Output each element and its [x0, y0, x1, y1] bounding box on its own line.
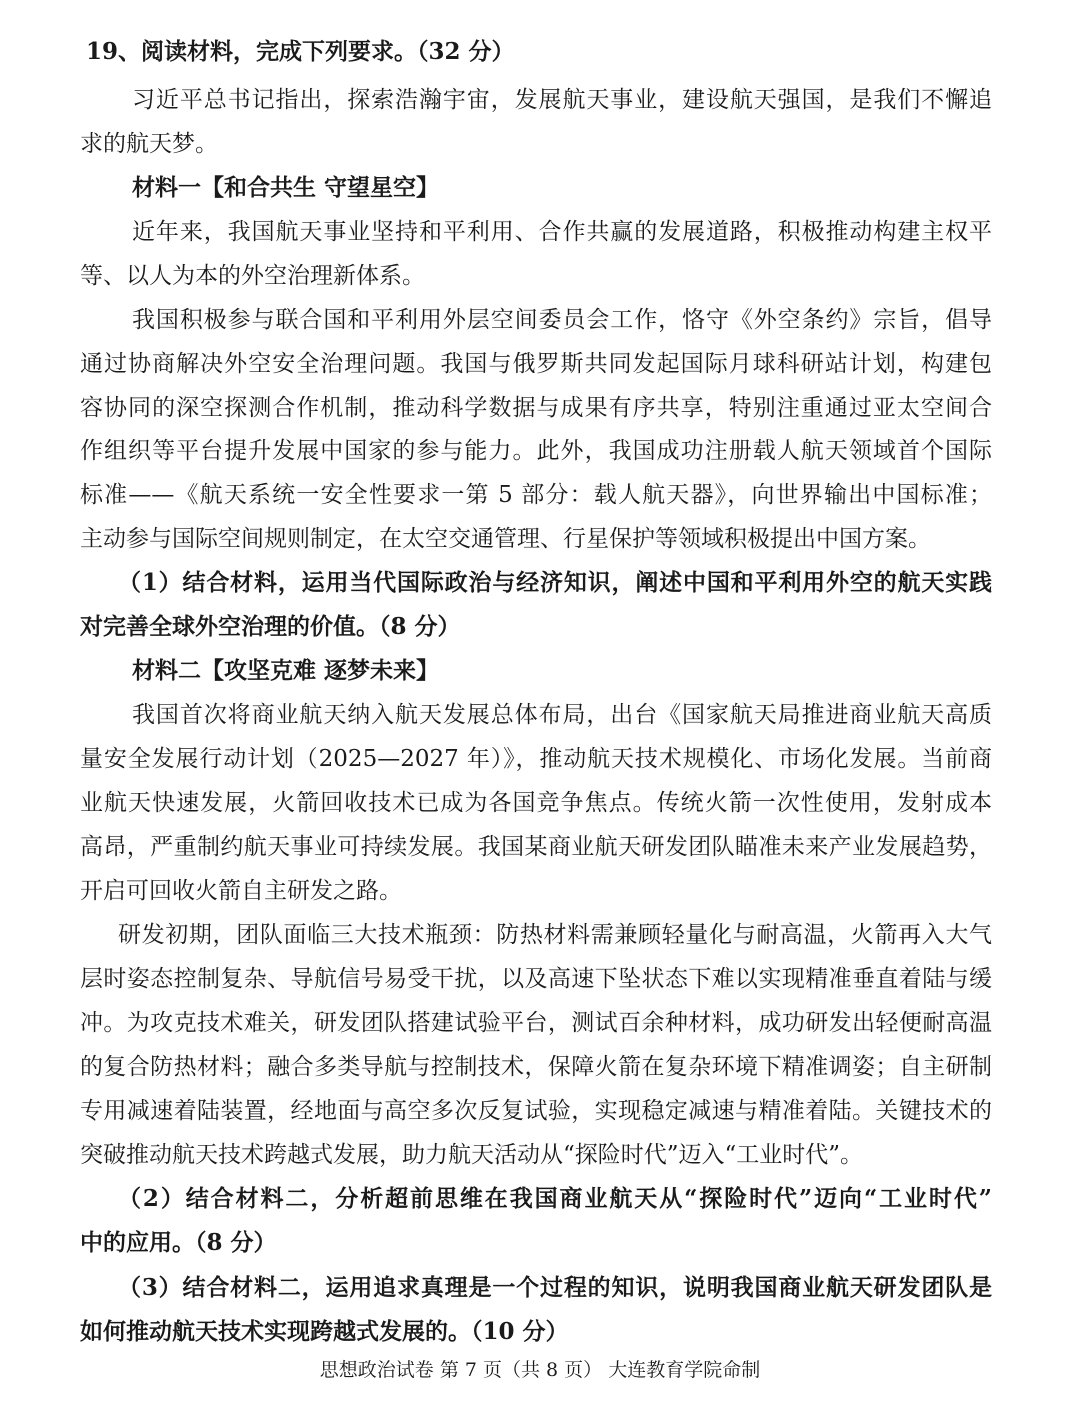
page-footer: 思想政治试卷 第 7 页（共 8 页） 大连教育学院命制 [319, 1359, 761, 1381]
material1-p2-line-5: 标准——《航天系统一安全性要求一第 5 部分：载人航天器》，向世界输出中国标准； [80, 482, 992, 508]
material1-p2-line-3: 容协同的深空探测合作机制，推动科学数据与成果有序共享，特别注重通过亚太空间合 [80, 395, 992, 421]
question-title: 19、阅读材料，完成下列要求。（32 分） [86, 38, 515, 65]
material2-p2-line-4: 的复合防热材料；融合多类导航与控制技术，保障火箭在复杂环境下精准调姿；自主研制 [80, 1054, 992, 1080]
material2-p1-line-2: 量安全发展行动计划（2025—2027 年）》，推动航天技术规模化、市场化发展。当前商 [80, 746, 992, 772]
material2-p2-line-5: 专用减速着陆装置，经地面与高空多次反复试验，实现稳定减速与精准着陆。关键技术的 [80, 1098, 992, 1124]
intro-line-1: 习近平总书记指出，探索浩瀚宇宙，发展航天事业，建设航天强国，是我们不懈追 [132, 87, 992, 113]
material1-p2-line-4: 作组织等平台提升发展中国家的参与能力。此外，我国成功注册载人航天领域首个国际 [80, 438, 992, 464]
material1-p2-line-1: 我国积极参与联合国和平利用外层空间委员会工作，恪守《外空条约》宗旨，倡导 [132, 307, 992, 333]
material2-heading: 材料二【攻坚克难 逐梦未来】 [132, 657, 440, 684]
question-1-line-1: （1）结合材料，运用当代国际政治与经济知识，阐述中国和平利用外空的航天实践 [118, 569, 992, 596]
material2-p2-line-2: 层时姿态控制复杂、导航信号易受干扰，以及高速下坠状态下难以实现精准垂直着陆与缓 [80, 966, 992, 992]
material1-p1-line-2: 等、以人为本的外空治理新体系。 [80, 263, 425, 289]
intro-line-2: 求的航天梦。 [80, 131, 218, 157]
material2-p1-line-5: 开启可回收火箭自主研发之路。 [80, 878, 402, 904]
material1-heading: 材料一【和合共生 守望星空】 [132, 174, 440, 201]
material1-p2-line-6: 主动参与国际空间规则制定，在太空交通管理、行星保护等领域积极提出中国方案。 [80, 526, 931, 552]
material2-p1-line-4: 高昂，严重制约航天事业可持续发展。我国某商业航天研发团队瞄准未来产业发展趋势， [80, 834, 992, 860]
material2-p1-line-3: 业航天快速发展，火箭回收技术已成为各国竞争焦点。传统火箭一次性使用，发射成本 [80, 790, 992, 816]
question-3-line-2: 如何推动航天技术实现跨越式发展的。（10 分） [80, 1318, 569, 1345]
question-1-line-2: 对完善全球外空治理的价值。（8 分） [80, 613, 461, 640]
question-2-line-2: 中的应用。（8 分） [80, 1229, 277, 1256]
material2-p2-line-1: 研发初期，团队面临三大技术瓶颈：防热材料需兼顾轻量化与耐高温，火箭再入大气 [118, 922, 992, 948]
material2-p2-line-3: 冲。为攻克技术难关，研发团队搭建试验平台，测试百余种材料，成功研发出轻便耐高温 [80, 1010, 992, 1036]
question-2-line-1: （2）结合材料二，分析超前思维在我国商业航天从“探险时代”迈向“工业时代” [118, 1185, 992, 1212]
material2-p1-line-1: 我国首次将商业航天纳入航天发展总体布局，出台《国家航天局推进商业航天高质 [132, 702, 992, 728]
material1-p1-line-1: 近年来，我国航天事业坚持和平利用、合作共赢的发展道路，积极推动构建主权平 [132, 219, 992, 245]
material2-p2-line-6: 突破推动航天技术跨越式发展，助力航天活动从“探险时代”迈入“工业时代”。 [80, 1142, 864, 1168]
question-3-line-1: （3）结合材料二，运用追求真理是一个过程的知识，说明我国商业航天研发团队是 [118, 1274, 992, 1301]
material1-p2-line-2: 通过协商解决外空安全治理问题。我国与俄罗斯共同发起国际月球科研站计划，构建包 [80, 351, 992, 377]
